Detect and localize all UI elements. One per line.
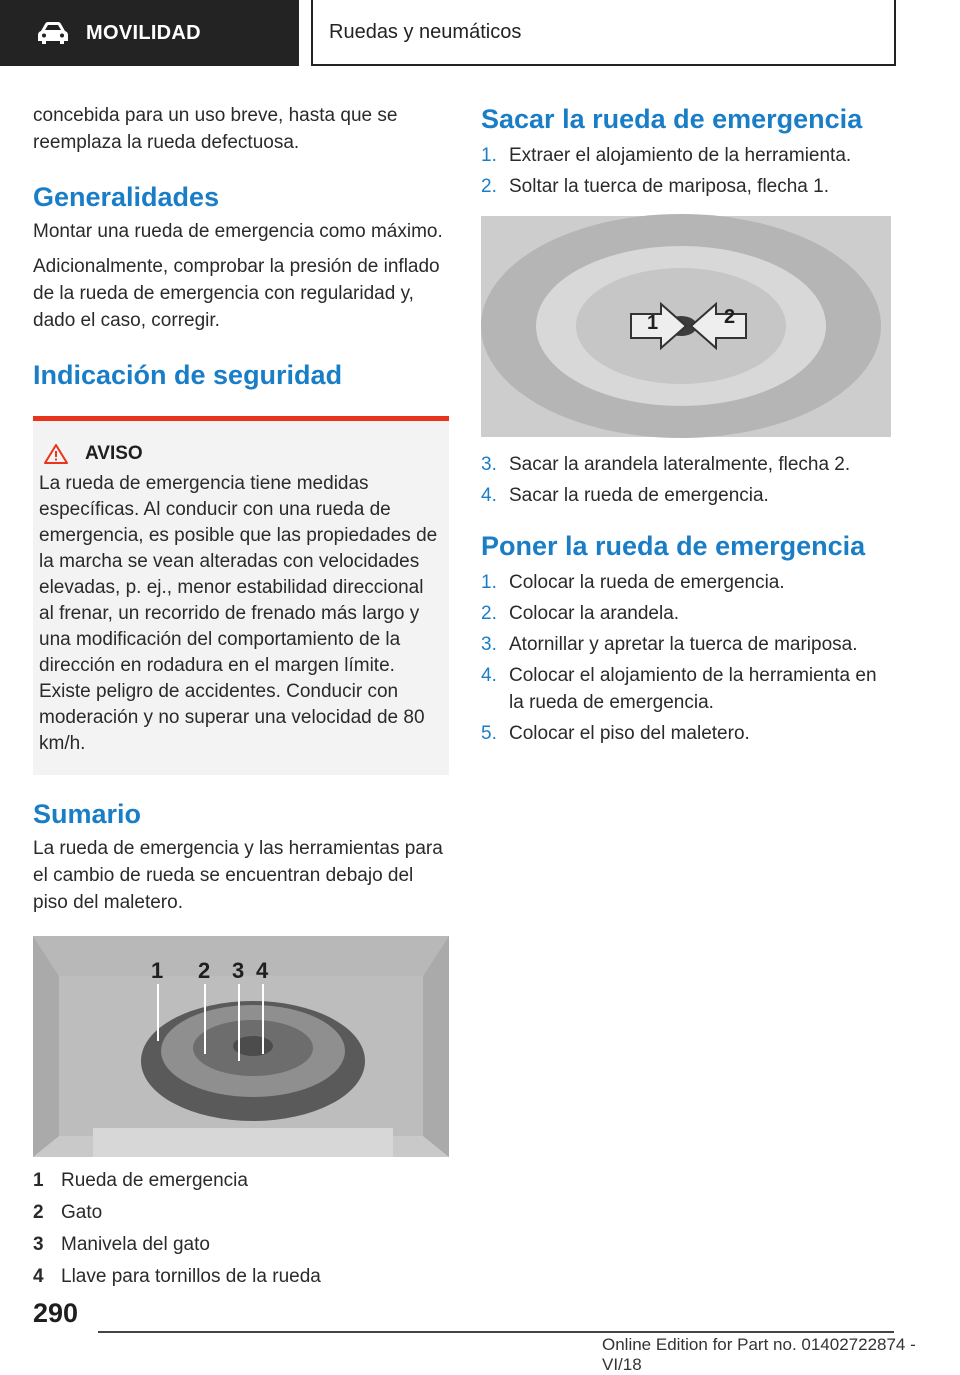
- footer-divider: [98, 1331, 894, 1333]
- legend-item: 1 Rueda de emergencia: [33, 1170, 248, 1191]
- general-text-2: Adicionalmente, comprobar la presión de inflado de la rueda de emergencia con regularidad y, dado el caso, corregir.: [33, 256, 440, 331]
- photo-label-arrow-2: 2: [724, 306, 736, 328]
- photo-label-2: 2: [198, 958, 211, 983]
- step-item: 5. Colocar el piso del maletero.: [481, 723, 750, 744]
- warning-box: [33, 416, 449, 775]
- intro-text: concebida para un uso breve, hasta que se reemplaza la rueda defectuosa.: [33, 105, 398, 153]
- right-column: [481, 102, 895, 751]
- legend-item: 4 Llave para tornillos de la rueda: [33, 1266, 321, 1287]
- step-item: 4. Colocar el alojamiento de la herramienta en la rueda de emergencia.: [481, 665, 877, 713]
- step-item: 2. Soltar la tuerca de mariposa, flecha 1.: [481, 176, 830, 197]
- general-text-1: Montar una rueda de emergencia como máximo.: [33, 221, 443, 242]
- edition-text: Online Edition for Part no. 01402722874 - VI/18: [602, 1335, 916, 1374]
- photo-label-4: 4: [256, 958, 269, 983]
- warning-text: La rueda de emergencia tiene medidas específicas. Al conducir con una rueda de emergencia, es posible que las propiedades de la marcha se vean alteradas con velocidades elevadas, p. ej., menor estabilidad direccional al frenar, un recorrido de frenado más largo y una modificación del comportamiento de la dirección en rodadura en el margen límite. Existe peligro de accidentes. Conducir con moderación y no superar una velocidad de 80 km/h.: [39, 473, 438, 754]
- section-title: MOVILIDAD: [86, 21, 201, 44]
- step-item: 3. Atornillar y apretar la tuerca de mariposa.: [481, 634, 858, 655]
- heading-seguridad: Indicación de seguridad: [33, 360, 343, 390]
- warning-title-row: [39, 443, 443, 465]
- chapter-title: Ruedas y neumáticos: [329, 20, 522, 43]
- step-item: 1. Colocar la rueda de emergencia.: [481, 572, 785, 593]
- car-icon: [36, 21, 70, 45]
- heading-sumario: Sumario: [33, 799, 142, 829]
- photo-label-1: 1: [151, 958, 164, 983]
- chapter-tab: [311, 0, 896, 66]
- photo-label-3: 3: [232, 958, 245, 983]
- step-item: 2. Colocar la arandela.: [481, 603, 680, 624]
- spare-wheel-illustration: [481, 216, 891, 437]
- left-column: [33, 102, 449, 1293]
- legend-item: 3 Manivela del gato: [33, 1234, 210, 1255]
- heading-generalidades: Generalidades: [33, 182, 220, 212]
- step-item: 3. Sacar la arandela lateralmente, flecha 2.: [481, 454, 851, 475]
- page-number: 290: [33, 1298, 79, 1328]
- trunk-photo: [33, 936, 449, 1157]
- legend-list: [33, 1165, 449, 1293]
- heading-poner: Poner la rueda de emergencia: [481, 531, 866, 561]
- step-item: 4. Sacar la rueda de emergencia.: [481, 485, 769, 506]
- spare-wheel-photo: [481, 216, 891, 437]
- step-item: 1. Extraer el alojamiento de la herramienta.: [481, 145, 852, 166]
- warning-title: AVISO: [85, 443, 143, 464]
- photo-label-arrow-1: 1: [647, 312, 659, 334]
- sumario-text: La rueda de emergencia y las herramientas para el cambio de rueda se encuentran debajo del piso del maletero.: [33, 838, 443, 913]
- warning-triangle-icon: [43, 443, 69, 465]
- section-tab: [0, 0, 299, 66]
- legend-item: 2 Gato: [33, 1202, 103, 1223]
- heading-sacar: Sacar la rueda de emergencia: [481, 104, 863, 134]
